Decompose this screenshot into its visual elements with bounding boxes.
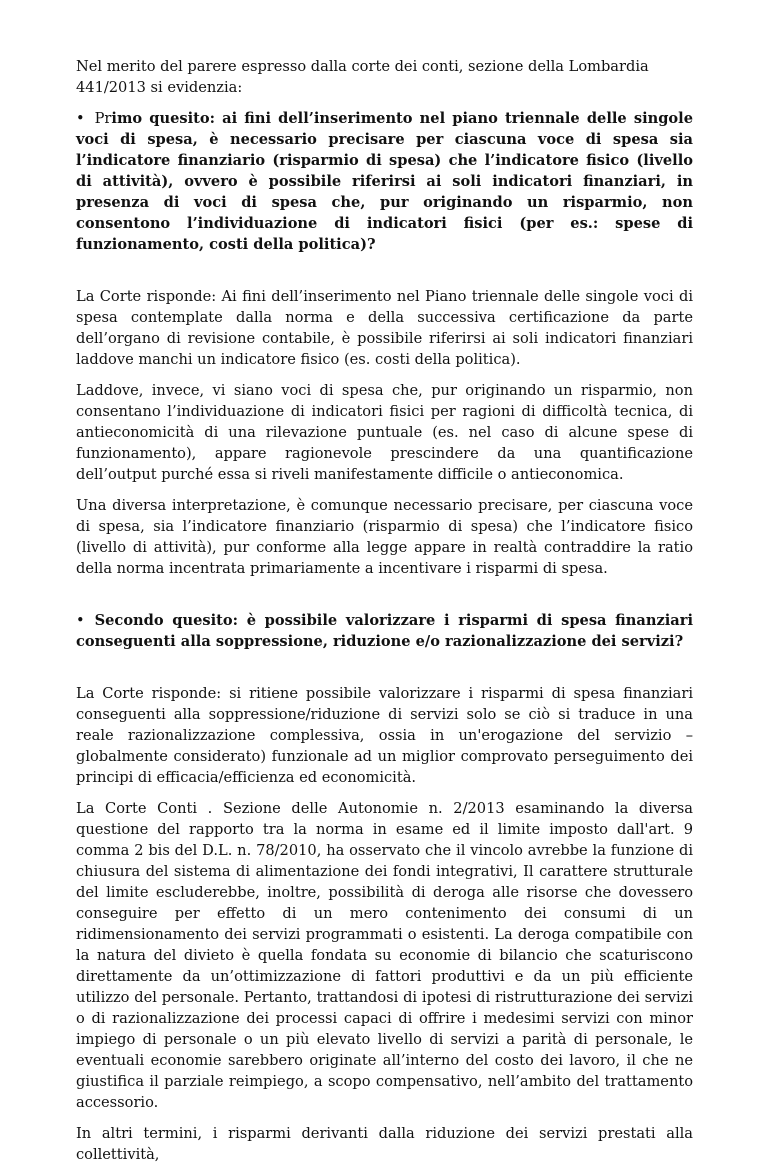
bullet-icon: • bbox=[76, 110, 85, 127]
spacer bbox=[76, 589, 693, 610]
question-2 bbox=[76, 610, 693, 652]
answer-2-paragraph: In altri termini, i risparmi derivanti dalla riduzione dei servizi prestati alla collettività, bbox=[76, 1125, 693, 1163]
spacer bbox=[76, 265, 693, 286]
question-1 bbox=[76, 108, 693, 255]
answer-2-paragraph: La Corte risponde: si ritiene possibile valorizzare i risparmi di spesa finanziari conseguenti alla soppressione/riduzione di servizi solo se ciò si traduce in una reale razionalizzazione complessiva, ossia in un'erogazione del servizio – globalmente considerato) funzionale ad un miglior comprovato perseguimento dei principi di efficacia/efficienza ed economicità. bbox=[76, 685, 693, 786]
answer-1-paragraph: La Corte risponde: Ai fini dell’inserimento nel Piano triennale delle singole voci di spesa contemplate dalla norma e della successiva certificazione da parte dell’organo di revisione contabile, è possibile riferirsi ai soli indicatori finanziari laddove manchi un indicatore fisico (es. costi della politica). bbox=[76, 288, 693, 368]
question-1-lead: Pr bbox=[94, 110, 112, 127]
answer-1-paragraph: Laddove, invece, vi siano voci di spesa che, pur originando un risparmio, non consentano l’individuazione di indicatori fisici per ragioni di difficoltà tecnica, di antieconomicità di una rilevazione puntuale (es. nel caso di alcune spese di funzionamento), appare ragionevole prescindere da una quantificazione dell’output purché essa si riveli manifestamente difficile o antieconomica. bbox=[76, 382, 693, 483]
question-1-text: imo quesito: ai fini dell’inserimento nel piano triennale delle singole voci di spesa, è necessario precisare per ciascuna voce di spesa sia l’indicatore finanziario (risparmio di spesa) che l’indicatore fisico (livello di attività), ovvero è possibile riferirsi ai soli indicatori finanziari, in presenza di voci di spesa che, pur originando un risparmio, non consentono l’individuazione di indicatori fisici (per es.: spese di funzionamento, costi della politica)? bbox=[76, 110, 693, 253]
intro-paragraph: Nel merito del parere espresso dalla corte dei conti, sezione della Lombardia 441/2013 si evidenzia: bbox=[76, 58, 649, 96]
document-page bbox=[76, 56, 693, 1175]
answer-1-paragraph: Una diversa interpretazione, è comunque necessario precisare, per ciascuna voce di spesa, sia l’indicatore finanziario (risparmio di spesa) che l’indicatore fisico (livello di attività), pur conforme alla legge appare in realtà contraddire la ratio della norma incentrata primariamente a incentivare i risparmi di spesa. bbox=[76, 497, 693, 577]
answer-2-paragraph: La Corte Conti . Sezione delle Autonomie n. 2/2013 esaminando la diversa questione del rapporto tra la norma in esame ed il limite imposto dall'art. 9 comma 2 bis del D.L. n. 78/2010, ha osservato che il vincolo avrebbe la funzione di chiusura del sistema di alimentazione dei fondi integrativi, Il carattere strutturale del limite escluderebbe, inoltre, possibilità di deroga alle risorse che dovessero conseguire per effetto di un mero contenimento dei consumi di un ridimensionamento dei servizi programmati o esistenti. La deroga compatibile con la natura del divieto è quella fondata su economie di bilancio che scaturiscono direttamente da un’ottimizzazione di fattori produttivi e da un più efficiente utilizzo del personale. Pertanto, trattandosi di ipotesi di ristrutturazione dei servizi o di razionalizzazione dei processi capaci di offrire i medesimi servizi con minor impiego di personale o un più elevato livello di servizi a parità di personale, le eventuali economie sarebbero originate all’interno del costo dei lavoro, il che ne giustifica il parziale reimpiego, a scopo compensativo, nell’ambito del trattamento accessorio. bbox=[76, 800, 693, 1111]
question-2-text: Secondo quesito: è possibile valorizzare i risparmi di spesa finanziari conseguenti alla soppressione, riduzione e/o razionalizzazione dei servizi? bbox=[76, 612, 693, 650]
bullet-icon: • bbox=[76, 612, 85, 629]
spacer bbox=[76, 662, 693, 683]
